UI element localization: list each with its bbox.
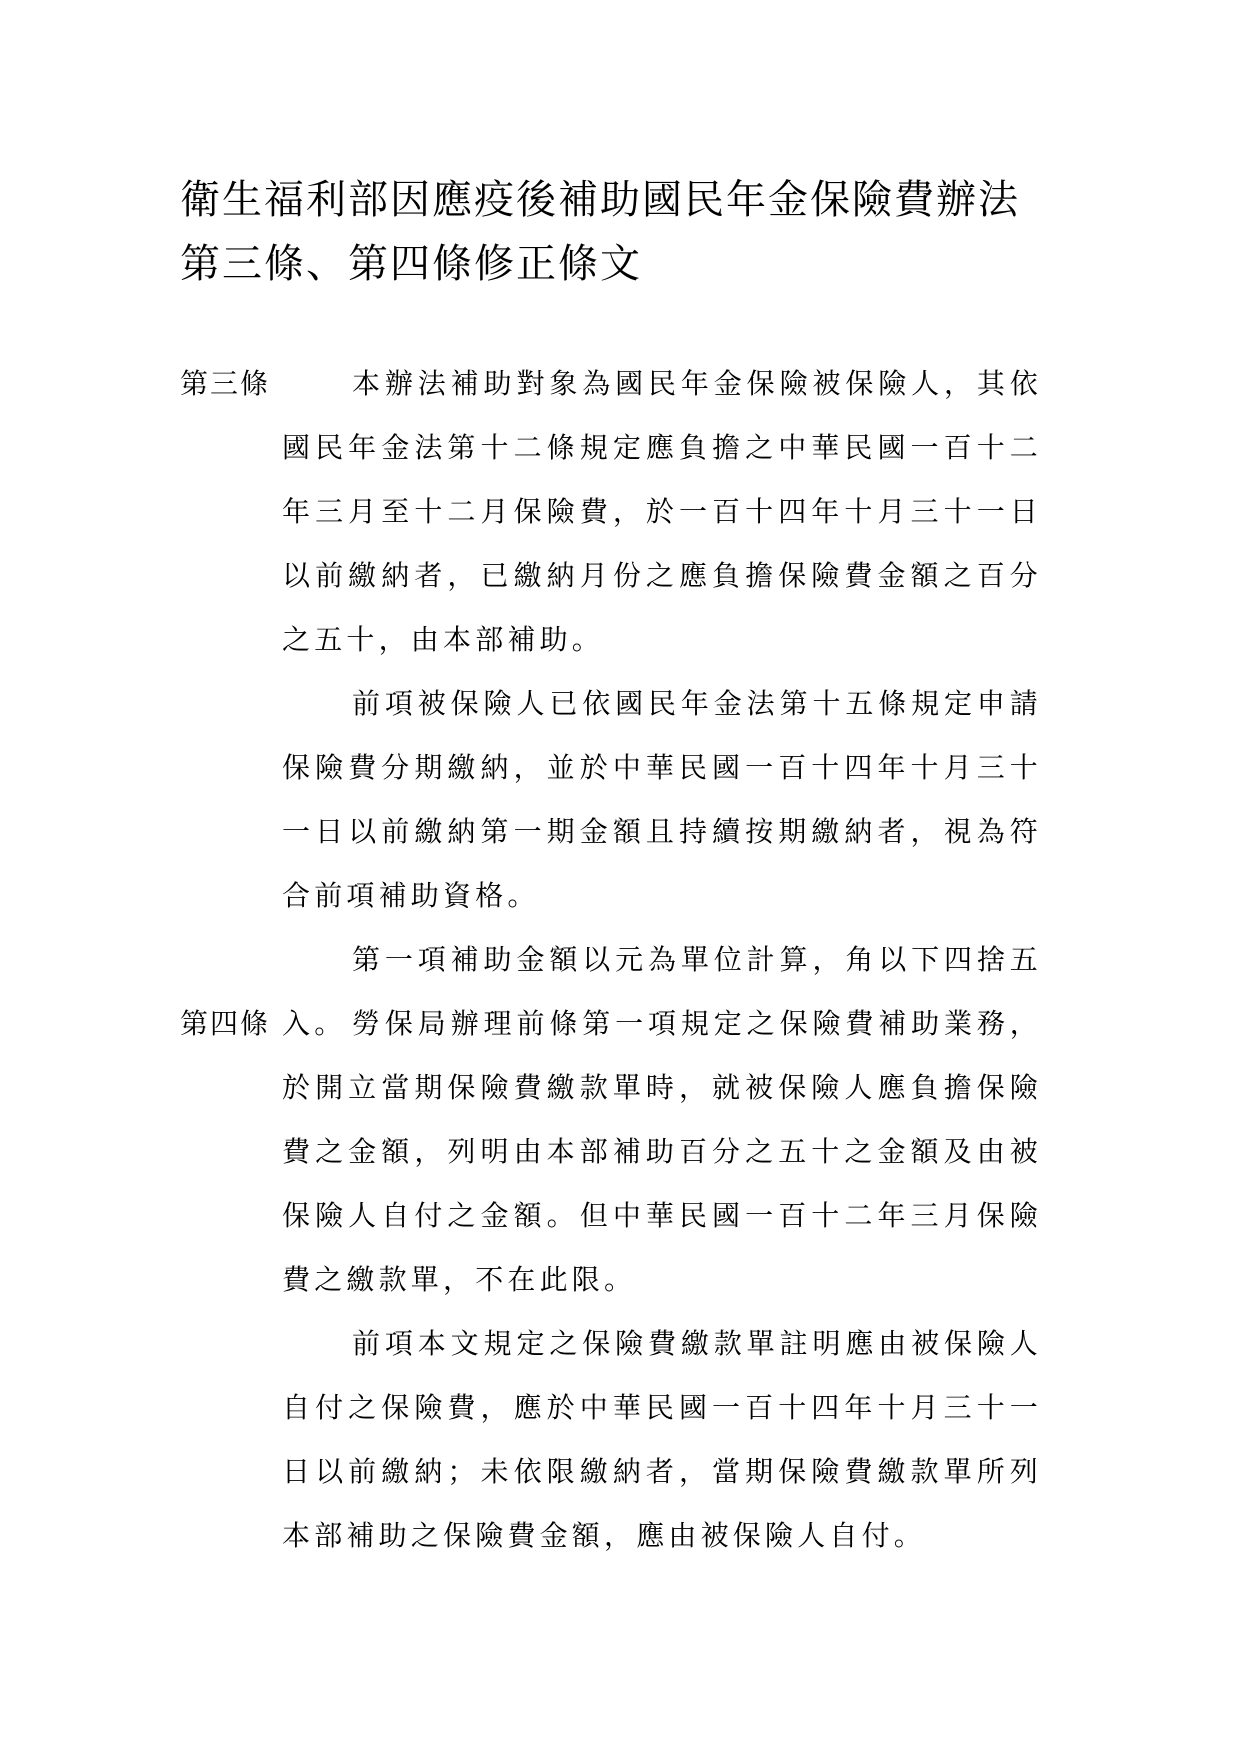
article-label: 第三條 [180,367,271,400]
article-label: 第四條 [180,1007,271,1040]
article-body [282,352,1042,1056]
article-paragraph: 前項被保險人已依國民年金法第十五條規定申請保險費分期繳納，並於中華民國一百十四年十月三十一日以前繳納第一期金額且持續按期繳納者，視為符合前項補助資格。 [282,687,1042,912]
article-body [282,992,1042,1568]
document-title: 衛生福利部因應疫後補助國民年金保險費辦法第三條、第四條修正條文 [180,177,1020,287]
article-paragraph: 前項本文規定之保險費繳款單註明應由被保險人自付之保險費，應於中華民國一百十四年十月三十一日以前繳納；未依限繳納者，當期保險費繳款單所列本部補助之保險費金額，應由被保險人自付。 [282,1327,1042,1552]
article-paragraph: 勞保局辦理前條第一項規定之保險費補助業務，於開立當期保險費繳款單時，就被保險人應負擔保險費之金額，列明由本部補助百分之五十之金額及由被保險人自付之金額。但中華民國一百十二年三月保險費之繳款單，不在此限。 [282,1007,1042,1296]
article-paragraph: 第一項補助金額以元為單位計算，角以下四捨五入。 [282,943,1042,1040]
article-paragraph: 本辦法補助對象為國民年金保險被保險人，其依國民年金法第十二條規定應負擔之中華民國一百十二年三月至十二月保險費，於一百十四年十月三十一日以前繳納者，已繳納月份之應負擔保險費金額之百分之五十，由本部補助。 [282,367,1042,656]
